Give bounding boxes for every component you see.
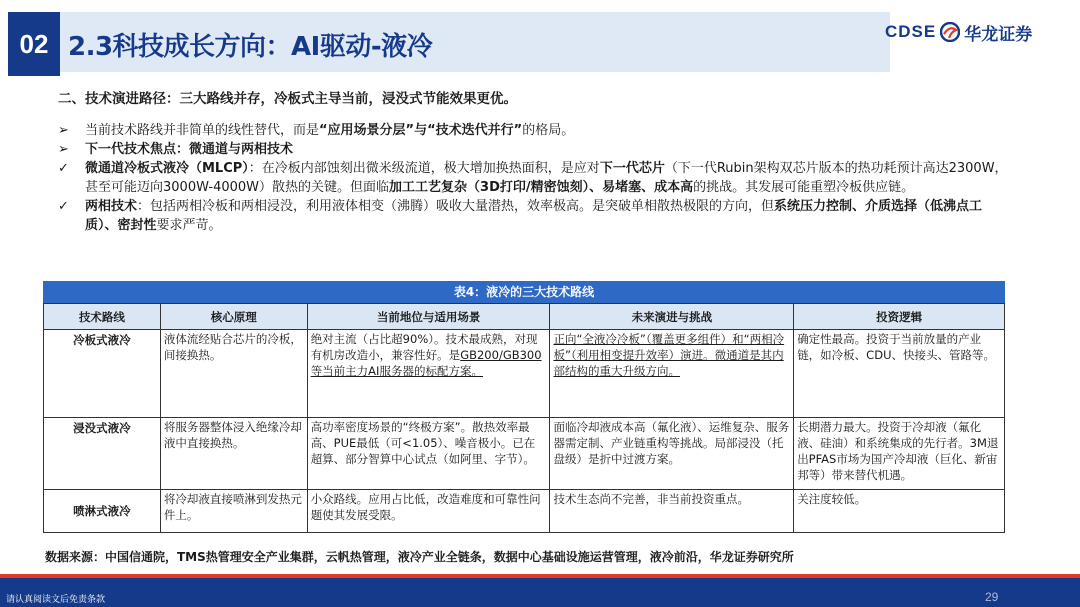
- logo-text-cn: 华龙证券: [964, 24, 1033, 45]
- bullet-item: ➢ 当前技术路线并非简单的线性替代，而是“应用场景分层”与“技术迭代并行”的格局。: [58, 123, 575, 138]
- future-cell: 正向“全液冷冷板”（覆盖更多组件）和“两相冷板”（利用相变提升效率）演进。微通道是其内部结构的重大升级方向。: [550, 330, 794, 418]
- principle-cell: 将冷却液直接喷淋到发热元件上。: [160, 490, 307, 533]
- section-number: 02: [8, 12, 60, 76]
- principle-cell: 液体流经贴合芯片的冷板，间接换热。: [160, 330, 307, 418]
- route-cell: 冷板式液冷: [44, 330, 161, 418]
- disclaimer-link[interactable]: 请认真阅读文后免责条款: [6, 595, 106, 605]
- arrow-bullet-icon: ➢: [58, 123, 69, 138]
- invest-cell: 关注度较低。: [794, 490, 1005, 533]
- column-header: 投资逻辑: [794, 304, 1005, 330]
- subheading: 二、技术演进路径：三大路线并存，冷板式主导当前，浸没式节能效果更优。: [58, 91, 517, 107]
- company-logo: [885, 20, 1032, 44]
- invest-cell: 确定性最高。投资于当前放量的产业链，如冷板、CDU、快接头、管路等。: [794, 330, 1005, 418]
- bullet-item: ➢ 下一代技术焦点：微通道与两相技术: [58, 142, 294, 157]
- column-header: 当前地位与适用场景: [307, 304, 550, 330]
- bullet-item: ✓ 微通道冷板式液冷（MLCP）：在冷板内部蚀刻出微米级流道，极大增加换热面积，是应对下一代芯片（下一代Rubin架构双芯片版本的热功耗预计高达2300W，甚至可能迈向3000W-4000W）散热的关键。但面临加工工艺复杂（3D打印/精密蚀刻）、易堵塞、成本高的挑战。其发展可能重塑冷板供应链。: [58, 161, 1008, 195]
- invest-cell: 长期潜力最大。投资于冷却液（氟化液、硅油）和系统集成的先行者。3M退出PFAS市场为国产冷却液（巨化、新宙邦等）带来替代机遇。: [794, 418, 1005, 490]
- column-header: 技术路线: [44, 304, 161, 330]
- table-caption: 表4：液冷的三大技术路线: [43, 281, 1005, 303]
- dragon-logo-icon: [940, 22, 960, 42]
- status-cell: 高功率密度场景的“终极方案”。散热效率最高、PUE最低（可<1.05）、噪音极小。已在超算、部分智算中心试点（如阿里、字节）。: [307, 418, 550, 490]
- page-number: 29: [985, 590, 999, 604]
- table-row: [44, 490, 1005, 533]
- table-header-row: [44, 304, 1005, 330]
- page-title: 2.3科技成长方向：AI驱动-液冷: [68, 32, 433, 62]
- data-source-note: 数据来源：中国信通院，TMS热管理安全产业集群，云帆热管理，液冷产业全链条，数据中心基础设施运营管理，液冷前沿，华龙证券研究所: [45, 550, 794, 564]
- tech-route-table: [43, 303, 1005, 533]
- principle-cell: 将服务器整体浸入绝缘冷却液中直接换热。: [160, 418, 307, 490]
- check-bullet-icon: ✓: [58, 199, 69, 214]
- slide-header: [0, 0, 1080, 72]
- table-row: [44, 418, 1005, 490]
- bullet-item: ✓ 两相技术：包括两相冷板和两相浸没，利用液体相变（沸腾）吸收大量潜热，效率极高。是突破单相散热极限的方向，但系统压力控制、介质选择（低沸点工质）、密封性要求严苛。: [58, 199, 983, 233]
- column-header: 核心原理: [160, 304, 307, 330]
- bullet-list: [58, 121, 1008, 235]
- check-bullet-icon: ✓: [58, 161, 69, 176]
- status-cell: 小众路线。应用占比低，改造难度和可靠性问题使其发展受限。: [307, 490, 550, 533]
- future-cell: 技术生态尚不完善，非当前投资重点。: [550, 490, 794, 533]
- arrow-bullet-icon: ➢: [58, 142, 69, 157]
- footer-bar: [0, 578, 1080, 607]
- column-header: 未来演进与挑战: [550, 304, 794, 330]
- route-cell: 浸没式液冷: [44, 418, 161, 490]
- future-cell: 面临冷却液成本高（氟化液）、运维复杂、服务器需定制、产业链重构等挑战。局部浸没（托盘级）是折中过渡方案。: [550, 418, 794, 490]
- logo-text-en: CDSE: [885, 22, 937, 41]
- status-cell: 绝对主流（占比超90%）。技术最成熟，对现有机房改造小，兼容性好。是GB200/GB300等当前主力AI服务器的标配方案。: [307, 330, 550, 418]
- route-cell: 喷淋式液冷: [44, 490, 161, 533]
- table-row: [44, 330, 1005, 418]
